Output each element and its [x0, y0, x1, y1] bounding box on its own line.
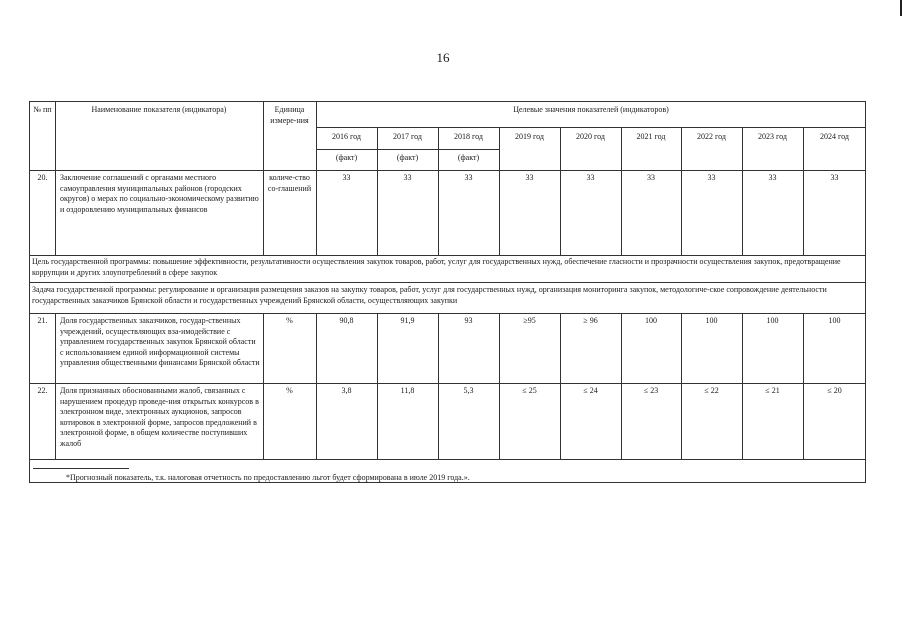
header-year: 2021 год [636, 132, 666, 141]
target-value: 33 [403, 173, 412, 182]
row-number: 21. [37, 316, 48, 325]
header-unit: Единица измере-ния [270, 105, 309, 125]
page-edge-mark [900, 0, 902, 16]
grid-line [30, 282, 866, 283]
target-value: ≤ 20 [827, 386, 842, 395]
program-task: Задача государственной программы: регулирование и организация размещения заказов на закупку товаров, работ, услуг для государственных нужд, организация мониторинга закупок, методологиче-ское сопровождение деятельности государственных заказчиков Брянской области и государственных учреждений Брянской области, осуществляющих закупки [32, 285, 827, 305]
grid-line [30, 313, 866, 314]
grid-line [55, 383, 56, 459]
target-value: 33 [342, 173, 351, 182]
grid-line [30, 383, 866, 384]
header-year: 2024 год [820, 132, 849, 141]
target-value: ≥95 [523, 316, 536, 325]
footnote: *Прогнозный показатель, т.к. налоговая отчетность по предоставлению льгот будет сформирована в июле 2019 года.». [66, 473, 470, 482]
target-value: 100 [705, 316, 718, 325]
header-target: Целевые значения показателей (индикаторов) [513, 105, 669, 114]
target-value: 33 [464, 173, 473, 182]
grid-line [263, 383, 264, 459]
header-fact: (факт) [335, 153, 358, 162]
grid-line [30, 255, 866, 256]
unit-of-measure: % [286, 316, 293, 325]
indicator-name: Доля государственных заказчиков, государ-ственных учреждений, осуществляющих вза-имодействие с управлением государственных закупок Брянской области с использованием единой информационной системы управления общественными финансами Брянской области [60, 316, 260, 367]
indicators-table [29, 101, 866, 483]
target-value: 33 [586, 173, 595, 182]
grid-line [263, 313, 264, 383]
indicator-name: Доля признанных обоснованными жалоб, связанных с нарушением процедур проведе-ния открытых конкурсов в электронном виде, электронных аукционов, запросов котировок в электронной форме, запросов предложений в электронной форме, в общем количестве поступивших жалоб [60, 386, 259, 448]
target-value: 33 [830, 173, 839, 182]
target-value: 91,9 [400, 316, 415, 325]
unit-of-measure: % [286, 386, 293, 395]
target-value: 100 [645, 316, 657, 325]
header-fact: (факт) [457, 153, 480, 162]
target-value: 33 [525, 173, 534, 182]
header-year: 2023 год [758, 132, 787, 141]
grid-line [55, 170, 56, 255]
grid-line [316, 149, 499, 150]
target-value: 33 [647, 173, 655, 182]
header-name: Наименование показателя (индикатора) [91, 105, 227, 114]
target-value: 33 [707, 173, 716, 182]
header-fact: (факт) [396, 153, 419, 162]
target-value: ≤ 21 [765, 386, 780, 395]
target-value: ≤ 24 [583, 386, 598, 395]
target-value: 100 [828, 316, 841, 325]
header-year: 2020 год [576, 132, 605, 141]
grid-line [263, 170, 264, 255]
target-value: 11,8 [400, 386, 415, 395]
header-year: 2016 год [332, 132, 361, 141]
row-number: 22. [37, 386, 48, 395]
footnote-rule [33, 468, 129, 469]
indicator-name: Заключение соглашений с органами местного самоуправления муниципальных районов (городских округов) о мерах по социально-экономическому развитию и оздоровлению муниципальных финансов [60, 173, 259, 214]
header-year: 2019 год [515, 132, 544, 141]
header-year: 2017 год [393, 132, 422, 141]
target-value: 3,8 [341, 386, 352, 395]
target-value: 33 [768, 173, 777, 182]
row-number: 20. [37, 173, 48, 182]
header-year: 2018 год [454, 132, 483, 141]
header-year: 2022 год [697, 132, 726, 141]
target-value: ≥ 96 [583, 316, 598, 325]
target-value: 90,8 [339, 316, 354, 325]
target-value: 100 [766, 316, 779, 325]
header-num: № пп [33, 105, 52, 114]
target-value: ≤ 25 [522, 386, 537, 395]
target-value: 5,3 [463, 386, 474, 395]
target-value: 93 [464, 316, 473, 325]
grid-line [316, 127, 866, 128]
program-goal: Цель государственной программы: повышение эффективности, результативности осуществления закупок товаров, работ, услуг для государственных нужд, обеспечение гласности и прозрачности осуществления закупок, предотвращение коррупции и других злоупотреблений в сфере закупок [32, 257, 841, 277]
page-number: 16 [436, 50, 450, 65]
target-value: ≤ 22 [704, 386, 719, 395]
grid-line [30, 459, 866, 460]
target-value: ≤ 23 [643, 386, 659, 395]
unit-of-measure: количе-ство со-глашений [267, 173, 312, 193]
grid-line [30, 170, 866, 171]
grid-line [55, 313, 56, 383]
